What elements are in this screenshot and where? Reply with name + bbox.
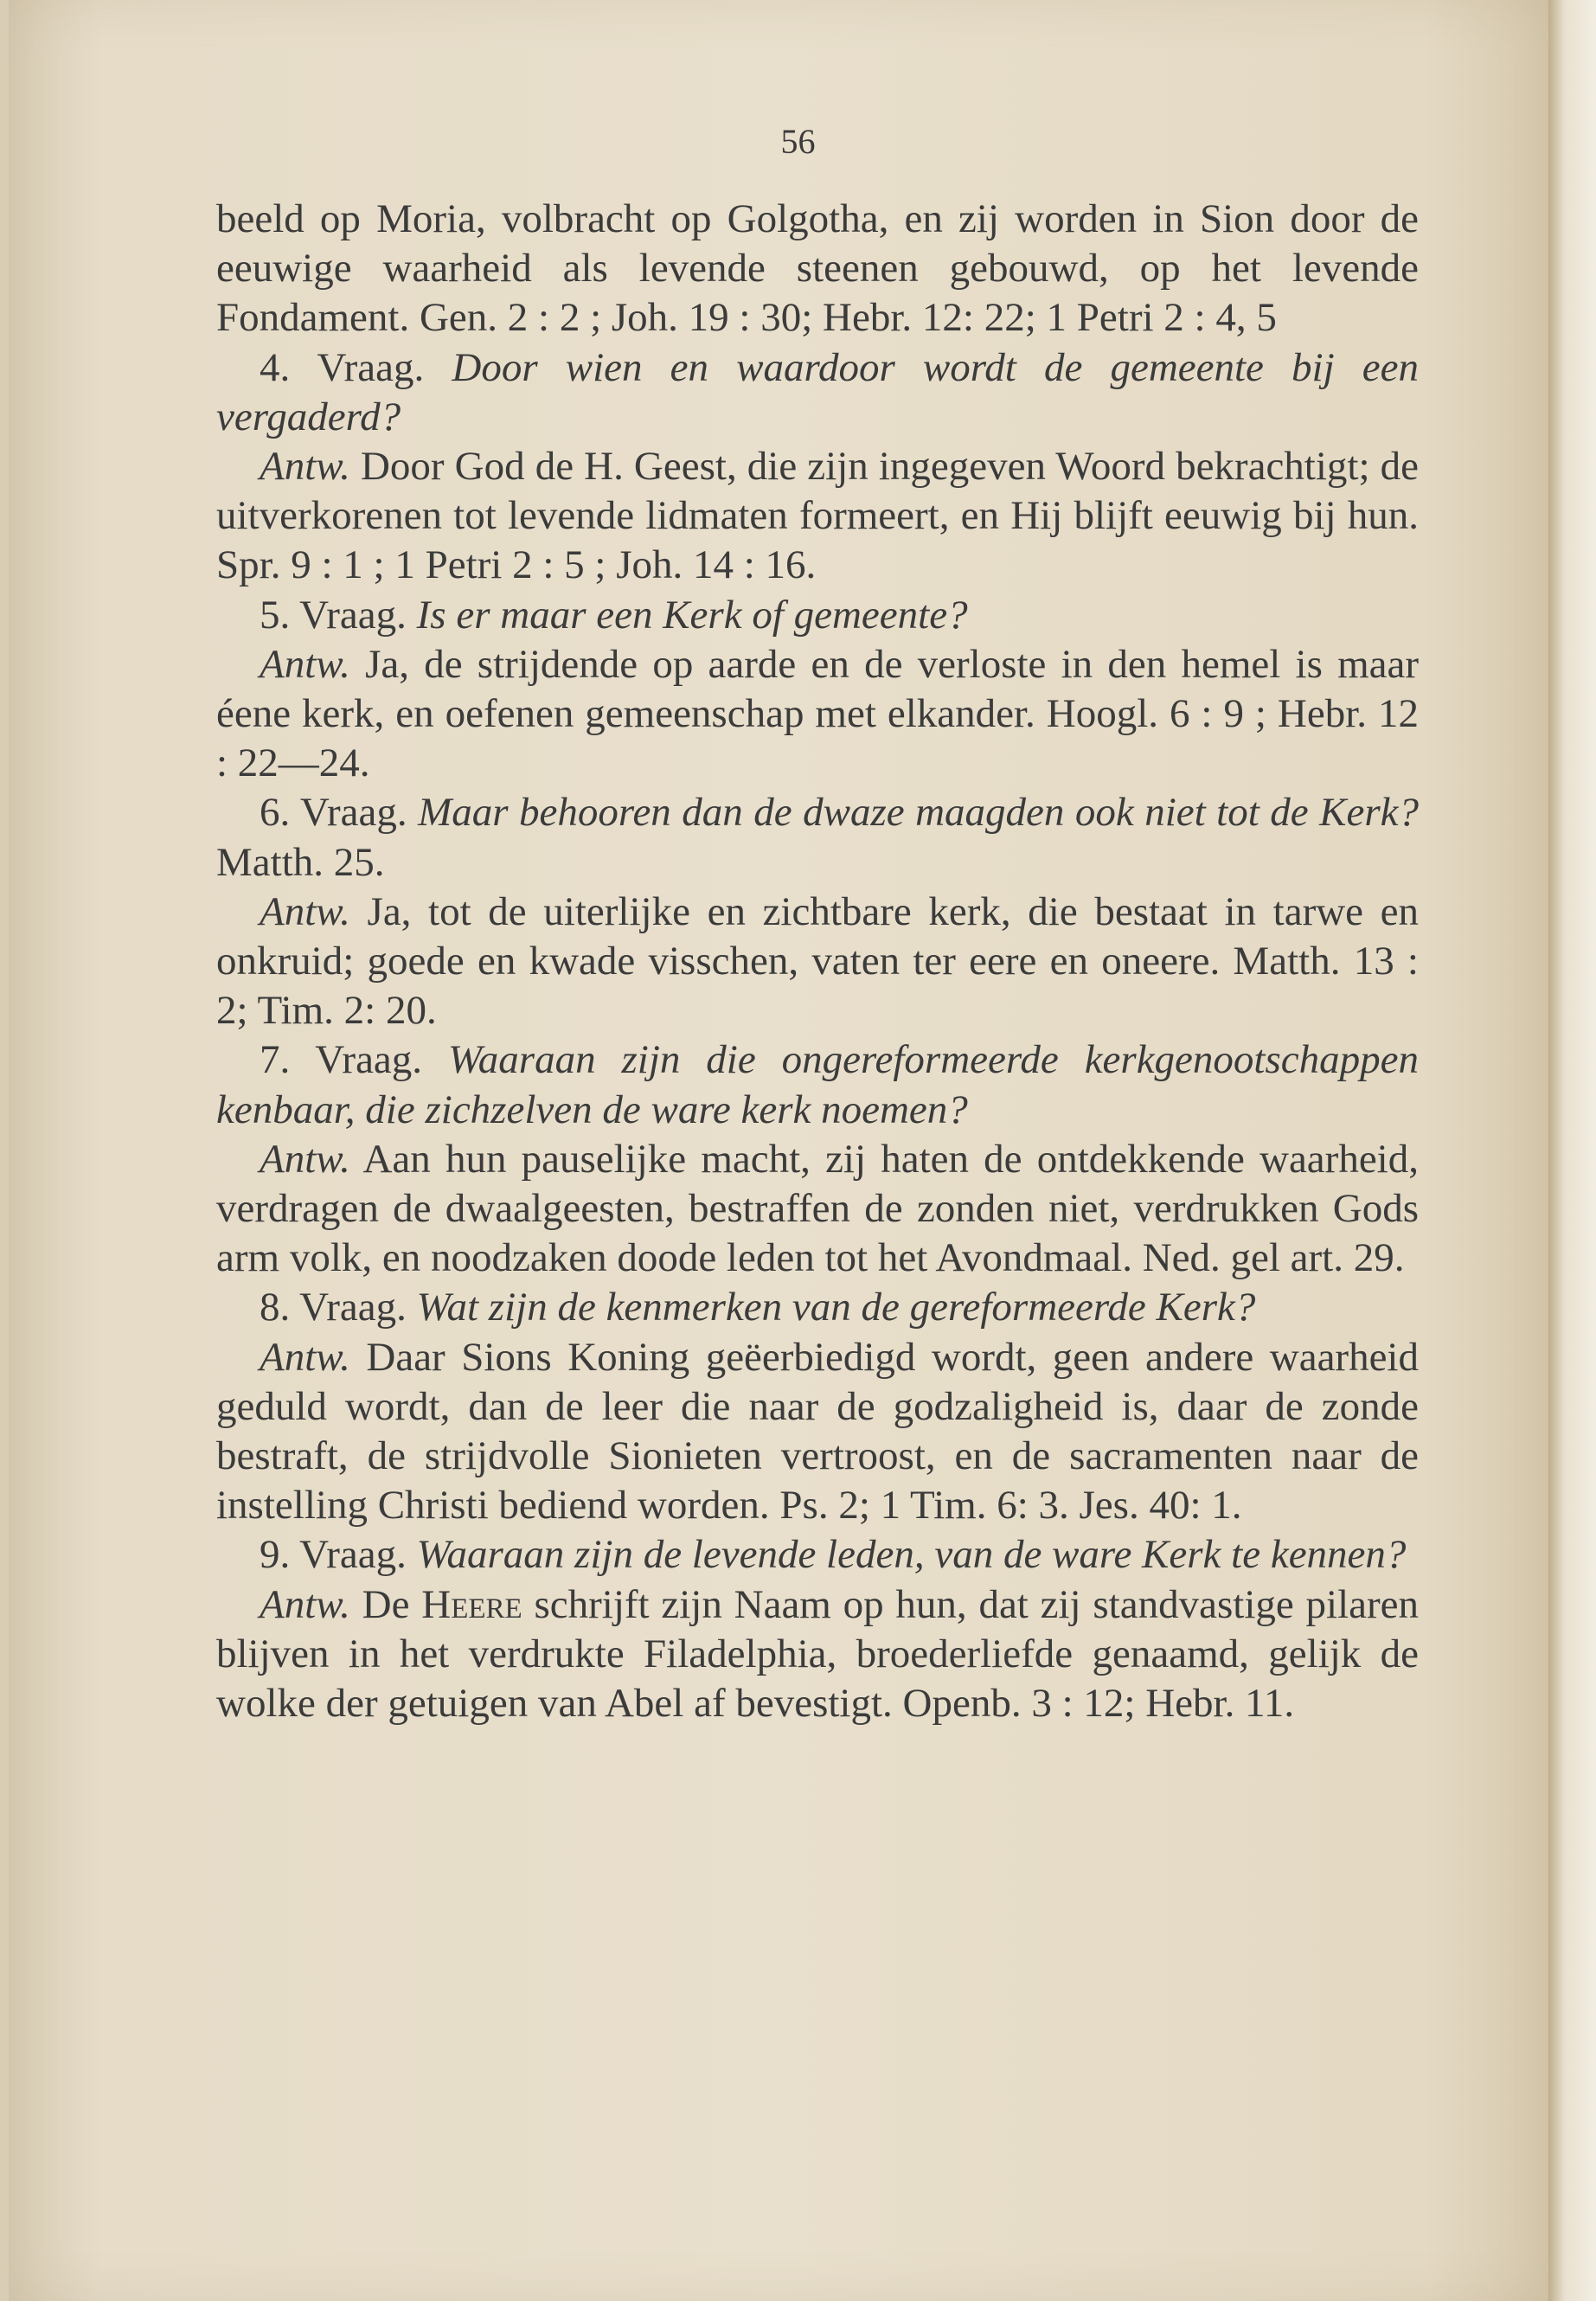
answer-text: Daar Sions Koning geëerbiedigd wordt, geen andere waarheid geduld wordt, dan de leer die naar de godzaligheid is, daar de zonde bestraft, de strijdvolle Sionieten vertroost, en de sacramenten naar de instelling Christi bediend worden. Ps. 2; 1 Tim. 6: 3. Jes. 40: 1. (216, 1334, 1419, 1529)
answer-label: Antw. (260, 1581, 350, 1627)
answer-label: Antw. (260, 444, 350, 490)
question-text: Door wien en waardoor wordt de gemeente bij een vergaderd? (216, 344, 1419, 439)
answer-text: Aan hun pauselijke macht, zij haten de ontdekkende waarheid, verdragen de dwaalgeesten, bestraffen de zonden niet, verdrukken Gods arm volk, en noodzaken doode leden tot het Avondmaal. Ned. gel art. 29. (216, 1136, 1419, 1281)
answer-6 (216, 888, 1419, 1036)
question-text: Is er maar een Kerk of gemeente? (416, 592, 968, 638)
question-label: 7. Vraag. (260, 1037, 423, 1083)
answer-7 (216, 1135, 1419, 1284)
page-edge (1548, 0, 1596, 2301)
question-7 (216, 1035, 1419, 1134)
page-number: 56 (780, 122, 816, 161)
question-label: 5. Vraag. (260, 592, 407, 638)
question-label: 9. Vraag. (260, 1532, 407, 1578)
question-text: Waaraan zijn de levende leden, van de ware Kerk te kennen? (416, 1532, 1407, 1578)
answer-label: Antw. (260, 888, 350, 934)
answer-label: Antw. (260, 1334, 350, 1380)
question-reference: Matth. 25. (216, 839, 385, 885)
answer-5 (216, 640, 1419, 789)
question-label: 6. Vraag. (260, 790, 407, 836)
question-5 (216, 591, 1419, 640)
question-8 (216, 1283, 1419, 1332)
answer-9 (216, 1580, 1419, 1729)
answer-text: Door God de H. Geest, die zijn ingegeven Woord bekrachtigt; de uitverkorenen tot levende lidmaten formeert, en Hij blijft eeuwig bij hun. Spr. 9 : 1 ; 1 Petri 2 : 5 ; Joh. 14 : 16. (216, 444, 1419, 588)
answer-label: Antw. (260, 1136, 350, 1182)
answer-label: Antw. (260, 641, 350, 687)
answer-text: Ja, tot de uiterlijke en zichtbare kerk, die bestaat in tarwe en onkruid; goede en kwade visschen, vaten ter eere en oneere. Matth. 13 : 2; Tim. 2: 20. (216, 888, 1420, 1034)
answer-4 (216, 442, 1419, 591)
answer-text: Ja, de strijdende op aarde en de verloste in den hemel is maar éene kerk, en oefenen gemeenschap met elkander. Hoogl. 6 : 9 ; Hebr. 12 : 22—24. (216, 641, 1420, 786)
answer-text-start: De (362, 1581, 410, 1627)
answer-text-rest: schrijft zijn Naam op hun, dat zij standvastige pilaren blijven in het verdrukte Filadelphia, broederliefde genaamd, gelijk de wolke der getuigen van Abel af bevestigt. Openb. 3 : 12; Hebr. 11. (216, 1581, 1420, 1727)
question-text: Wat zijn de kenmerken van de gereformeerde Kerk? (416, 1285, 1256, 1330)
question-label: 8. Vraag. (260, 1285, 407, 1330)
catechism-text (216, 195, 1419, 1728)
answer-8 (216, 1333, 1419, 1531)
question-text: Waaraan zijn die ongereformeerde kerkgenootschappen kenbaar, die zichzelven de ware kerk noemen? (216, 1037, 1419, 1132)
question-label: 4. Vraag. (260, 344, 425, 390)
intro-paragraph: beeld op Moria, volbracht op Golgotha, en zij worden in Sion door de eeuwige waarheid als levende steenen gebouwd, op het levende Fondament. Gen. 2 : 2 ; Joh. 19 : 30; Hebr. 12: 22; 1 Petri 2 : 4, 5 (216, 196, 1419, 341)
heere-word: Heere (421, 1581, 522, 1627)
question-6 (216, 788, 1419, 887)
question-4 (216, 343, 1419, 442)
question-text: Maar behooren dan de dwaze maagden ook niet tot de Kerk? (418, 790, 1419, 836)
question-9 (216, 1530, 1419, 1580)
